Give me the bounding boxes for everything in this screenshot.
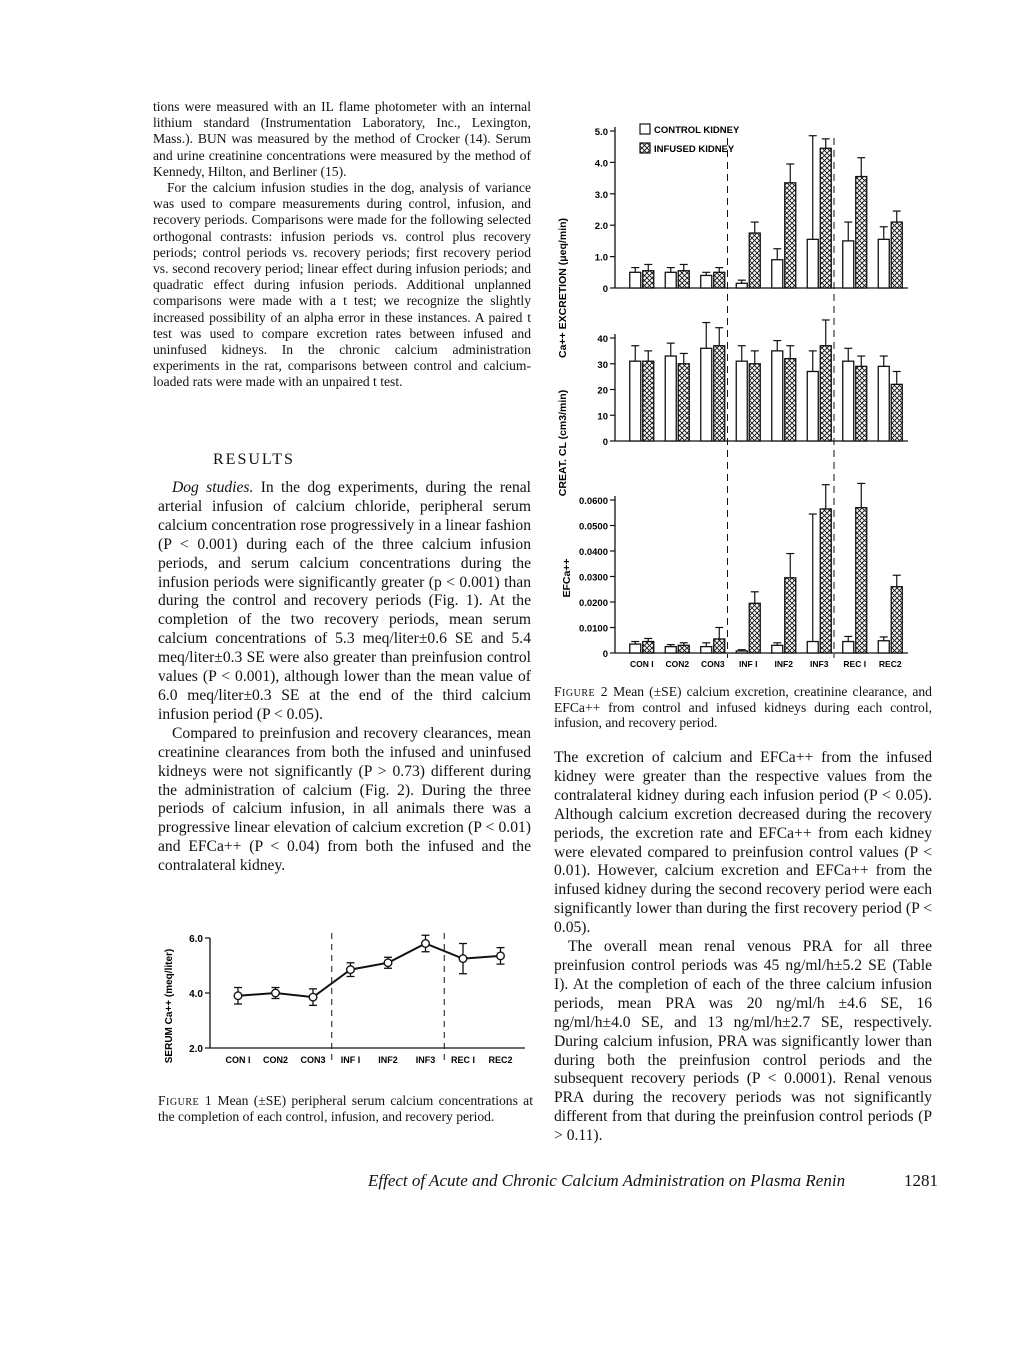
bar-control-kidney — [878, 239, 889, 288]
running-footer — [368, 1171, 938, 1191]
results-heading: RESULTS — [213, 451, 295, 468]
bar-control-kidney — [736, 283, 747, 288]
bar-control-kidney — [772, 260, 783, 288]
x-tick-label: CON2 — [262, 1055, 289, 1065]
y-tick-label: 1.0 — [594, 252, 608, 264]
bar-infused-kidney — [820, 148, 831, 288]
y-tick-label: 0.0600 — [578, 496, 608, 507]
dog-studies-label: Dog studies. — [172, 479, 254, 496]
bar-infused-kidney — [643, 271, 654, 288]
bar-control-kidney — [630, 272, 641, 288]
legend-label-infused: INFUSED KIDNEY — [654, 144, 735, 155]
bar-infused-kidney — [856, 508, 867, 653]
y-axis-label: EFCa++ — [561, 558, 573, 598]
figure-label: Figure 1 — [158, 1093, 213, 1108]
data-point — [272, 989, 280, 997]
y-tick-label: 5.0 — [594, 127, 608, 138]
y-tick-label: 0 — [602, 649, 608, 660]
bar-infused-kidney — [856, 177, 867, 288]
x-tick-label: INF3 — [415, 1055, 436, 1065]
y-tick-label: 3.0 — [594, 189, 608, 201]
x-tick-label: CON2 — [665, 659, 690, 669]
bar-control-kidney — [665, 647, 676, 653]
x-tick-label: REC2 — [878, 659, 902, 669]
x-tick-label: REC I — [450, 1055, 476, 1065]
x-tick-label: CON I — [629, 659, 654, 669]
y-tick-label: 40 — [597, 334, 608, 345]
y-axis-label: Ca++ EXCRETION (μeq/min) — [557, 217, 569, 359]
y-tick-label: 0.0200 — [578, 598, 608, 609]
bar-infused-kidney — [785, 183, 796, 288]
x-tick-label: CON3 — [300, 1055, 326, 1065]
bar-control-kidney — [736, 651, 747, 653]
legend-label-control: CONTROL KIDNEY — [654, 125, 740, 136]
bar-control-kidney — [807, 371, 818, 441]
bar-infused-kidney — [856, 366, 867, 441]
y-tick-label: 4.0 — [594, 158, 608, 170]
data-point — [459, 955, 467, 963]
bar-infused-kidney — [891, 587, 902, 653]
page-number: 1281 — [904, 1171, 938, 1190]
bar-control-kidney — [843, 361, 854, 441]
bar-control-kidney — [772, 645, 783, 653]
bar-control-kidney — [843, 241, 854, 288]
y-axis-label: CREAT. CL (cm3/min) — [557, 389, 569, 497]
data-point — [384, 959, 392, 967]
bar-control-kidney — [665, 272, 676, 288]
bar-infused-kidney — [714, 639, 725, 653]
bar-control-kidney — [878, 366, 889, 441]
bar-infused-kidney — [785, 359, 796, 441]
x-tick-label: REC I — [843, 659, 867, 669]
figure-2-caption — [554, 684, 932, 731]
y-tick-label: 0.0500 — [578, 521, 608, 533]
paragraph: tions were measured with an IL flame photometer with an internal lithium standard (Instrumentation Laboratory, Inc., Lexington, Mass.). BUN was measured by the method of Crocker (14). Serum and urine creatinine concentrations were measured by the method of Kennedy, Hilton, and Berliner (15). — [153, 99, 531, 179]
y-tick-label: 0.0300 — [578, 572, 608, 584]
bar-infused-kidney — [678, 364, 689, 441]
paragraph: The overall mean renal venous PRA for all three preinfusion control periods was 45 ng/ml/h±5.2 SE (Table I). At the completion of each of the three calcium infusion periods, mean PRA was 20 ng/ml/h ±4.6 SE, 16 ng/ml/h±4.0 SE, and 13 ng/ml/h±2.7 SE, respectively. During calcium infusion, PRA was significantly lower than during both the preinfusion control periods and the subsequent recovery periods (P < 0.0001). Renal venous PRA during the recovery periods was not significantly different from that during the preinfusion control periods (P > 0.11). — [554, 938, 932, 1145]
legend-swatch-infused — [640, 143, 650, 153]
figure-1-serum-calcium-chart — [150, 918, 540, 1083]
paragraph: For the calcium infusion studies in the dog, analysis of variance was used to compare measurements during control, infusion, and recovery periods. Comparisons were made for the following selected orthogonal contrasts: infusion periods vs. control plus recovery periods; control periods vs. recovery periods; first recovery period vs. second recovery period; linear effect during infusion periods; and quadratic effect during infusion periods. Additional unplanned comparisons were made with a t test; we recognize the slightly increased possibility of an alpha error in these instances. A paired t test was used to compare excretion rates between infused and uninfused kidneys. In the chronic calcium administration experiments in the rat, comparisons between control and calcium-loaded rats were made with an unpaired t test. — [153, 180, 531, 390]
bar-infused-kidney — [785, 578, 796, 653]
bar-control-kidney — [630, 644, 641, 653]
figure-2-paired-bar-charts — [552, 98, 942, 676]
y-tick-label: 4.0 — [189, 989, 203, 1000]
left-column-results — [158, 479, 531, 876]
x-tick-label: CON I — [225, 1055, 251, 1065]
y-axis-label: SERUM Ca++ (meq/liter) — [164, 948, 175, 1064]
data-point — [234, 992, 242, 1000]
y-tick-label: 0 — [602, 284, 608, 295]
bar-control-kidney — [807, 642, 818, 653]
x-tick-label: INF I — [340, 1055, 361, 1065]
x-tick-label: INF I — [739, 659, 758, 669]
bar-control-kidney — [772, 351, 783, 441]
figure-label: Figure 2 — [554, 684, 609, 699]
bar-control-kidney — [701, 647, 712, 653]
bar-infused-kidney — [749, 233, 760, 288]
right-column-results — [554, 749, 932, 1146]
bar-control-kidney — [665, 356, 676, 441]
y-tick-label: 2.0 — [594, 221, 608, 233]
bar-control-kidney — [736, 361, 747, 441]
bar-control-kidney — [807, 239, 818, 288]
y-tick-label: 0.0100 — [578, 623, 608, 635]
caption-text: Mean (±SE) peripheral serum calcium concentrations at the completion of each control, infusion, and recovery period. — [158, 1093, 533, 1124]
caption-text: Mean (±SE) calcium excretion, creatinine clearance, and EFCa++ from control and infused kidneys during each control, infusion, and recovery period. — [554, 684, 932, 730]
x-tick-label: REC2 — [488, 1055, 513, 1065]
y-tick-label: 30 — [597, 359, 608, 371]
y-tick-label: 10 — [597, 411, 608, 423]
bar-infused-kidney — [891, 222, 902, 288]
bar-infused-kidney — [891, 384, 902, 441]
paragraph: In the dog experiments, during the renal arterial infusion of calcium chloride, peripheral serum calcium concentration rose progressively in a linear fashion (P < 0.001) during each of the three calcium infusion periods, and serum calcium concentrations during the infusion periods were significantly greater (p < 0.001) than during the control and recovery periods (Fig. 1). At the completion of the two recovery periods, mean serum calcium concentrations of 5.3 meq/liter±0.6 SE and 5.4 meq/liter±0.3 SE were also greater than preinfusion control values (P < 0.001), although lower than the mean value of 6.0 meq/liter±0.3 SE at the end of the third calcium infusion period (P < 0.05). — [158, 479, 532, 723]
paragraph: Compared to preinfusion and recovery clearances, mean creatinine clearances from both the infused and uninfused kidneys were not significantly (P > 0.73) different during the administration of calcium (Fig. 2). During the three periods of calcium infusion, in all animals there was a progressive linear elevation of calcium excretion (P < 0.01) and EFCa++ (P < 0.04) from both the infused and the contralateral kidney. — [158, 724, 531, 875]
y-tick-label: 0 — [602, 437, 608, 448]
footer-title: Effect of Acute and Chronic Calcium Administration on Plasma Renin — [368, 1171, 846, 1190]
bar-infused-kidney — [678, 645, 689, 653]
data-point — [422, 940, 430, 948]
y-tick-label: 0.0400 — [578, 547, 608, 558]
bar-control-kidney — [701, 348, 712, 441]
y-tick-label: 2.0 — [189, 1044, 203, 1055]
bar-control-kidney — [878, 641, 889, 653]
bar-infused-kidney — [820, 346, 831, 441]
paragraph: The excretion of calcium and EFCa++ from the infused kidney were greater than the respective values from the contralateral kidney during each infusion period (P < 0.05). Although calcium excretion decreased during the recovery periods, the excretion rate and EFCa++ from each kidney were elevated compared to preinfusion control values (P < 0.01). However, calcium excretion and EFCa++ from the infused kidney during the second recovery period were each significantly lower than during the first recovery period (P < 0.05). — [554, 749, 932, 937]
bar-infused-kidney — [714, 346, 725, 441]
legend-swatch-control — [640, 124, 650, 134]
bar-control-kidney — [843, 642, 854, 653]
figure-1-caption — [158, 1093, 533, 1124]
bar-infused-kidney — [678, 271, 689, 288]
bar-infused-kidney — [714, 272, 725, 288]
y-tick-label: 20 — [597, 385, 608, 397]
x-tick-label: INF3 — [810, 659, 829, 669]
bar-control-kidney — [630, 361, 641, 441]
bar-infused-kidney — [643, 642, 654, 653]
y-tick-label: 6.0 — [189, 934, 203, 945]
bar-infused-kidney — [749, 364, 760, 441]
bar-infused-kidney — [643, 361, 654, 441]
x-tick-label: INF2 — [774, 659, 793, 669]
bar-infused-kidney — [749, 603, 760, 653]
data-point — [347, 966, 355, 974]
bar-control-kidney — [701, 275, 712, 288]
left-column-methods — [153, 99, 531, 391]
x-tick-label: INF2 — [378, 1055, 398, 1065]
data-point — [497, 952, 505, 960]
x-tick-label: CON3 — [700, 659, 725, 669]
data-point — [309, 993, 317, 1001]
bar-infused-kidney — [820, 509, 831, 653]
